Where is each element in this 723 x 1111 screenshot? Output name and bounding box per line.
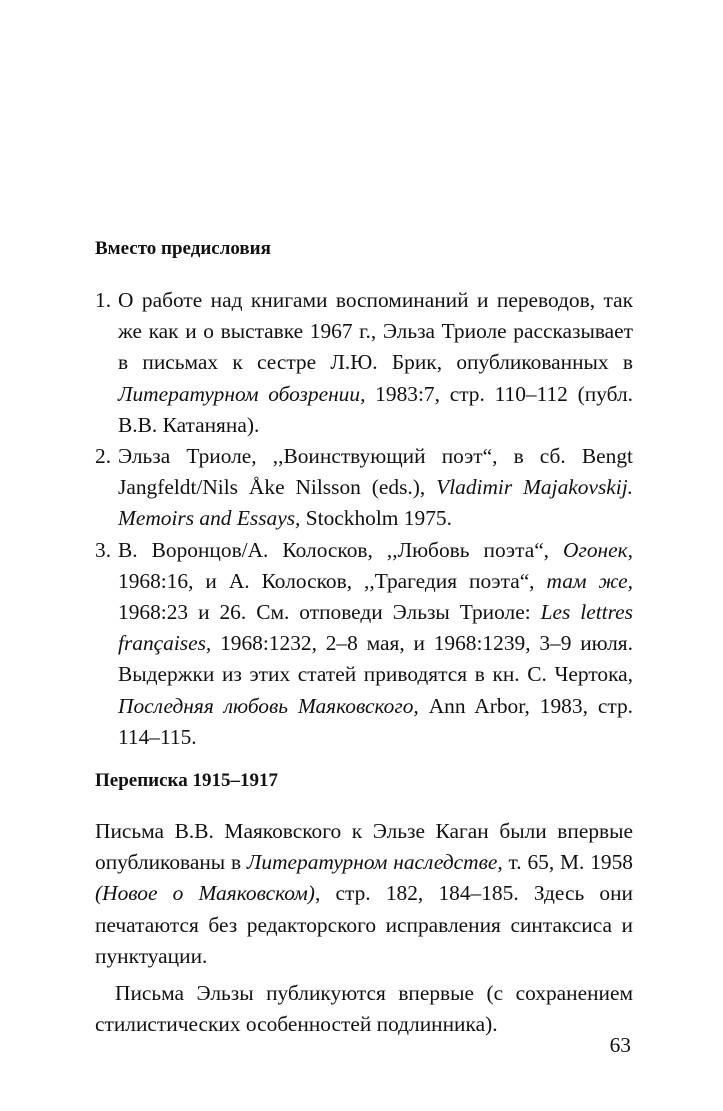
note-item: [95, 285, 633, 441]
note-source-title: Vladimir Majakovskij. Memoirs and Essays,: [118, 475, 633, 531]
note-text: 1968:16, и А. Колосков, ,,Трагедия поэта“,: [118, 568, 547, 593]
note-text: Stockholm 1975.: [300, 506, 452, 531]
note-number: 2.: [95, 444, 112, 469]
source-title: (Новое о Маяковском): [95, 881, 315, 906]
paragraph: Письма Эльзы публикуются впервые (с сохранением стилистических особенностей подлинника).: [95, 981, 633, 1037]
paragraph-text: Письма В.В. Маяковского к Эльзе Каган были впервые опубликованы в: [95, 819, 633, 875]
paragraph-text: , стр. 182, 184–185. Здесь они печатаются без редакторского исправления синтаксиса и пунктуации.: [95, 881, 633, 968]
note-text: О работе над книгами воспоминаний и переводов, так же как и о выставке 1967 г., Эльза Триоле рассказывает в письмах к сестре Л.Ю. Брик, опубликованных в: [118, 288, 633, 375]
section-heading-correspondence: Переписка 1915–1917: [95, 770, 278, 791]
note-text: 1968:23 и 26. См. отповеди Эльзы Триоле:: [118, 600, 541, 625]
note-number: 1.: [95, 288, 112, 312]
note-number: 3.: [95, 537, 112, 562]
note-source-title: Последняя любовь Маяковского,: [118, 693, 419, 718]
note-source-title: Les lettres françaises,: [118, 600, 633, 656]
section-heading-preface: Вместо предисловия: [95, 238, 271, 259]
correspondence-text: [95, 816, 633, 1040]
page-number: 63: [609, 1033, 631, 1057]
paragraph-text: т. 65, М. 1958: [502, 850, 633, 875]
note-text: В. Воронцов/А. Колосков, ,,Любовь поэта“,: [118, 537, 564, 562]
note-text: 1983:7, стр. 110–112 (публ. В.В. Катаняна).: [118, 381, 633, 437]
note-source-title: там же,: [546, 568, 633, 593]
note-item: [95, 535, 633, 753]
note-text: Ann Arbor, 1983, стр. 114–115.: [118, 693, 633, 749]
paragraph: [95, 816, 633, 972]
notes-list: [95, 285, 633, 753]
source-title: Литературном наследстве,: [246, 850, 503, 875]
note-item: [95, 441, 633, 535]
note-text: Эльза Триоле, ,,Воинствующий поэт“, в сб. Bengt Jangfeldt/Nils Åke Nilsson (eds.),: [118, 444, 633, 500]
note-source-title: Литературном обозрении,: [118, 381, 366, 406]
note-text: 1968:1232, 2–8 мая, и 1968:1239, 3–9 июля. Выдержки из этих статей приводятся в кн. С. Чертока,: [118, 631, 633, 687]
note-source-title: Огонек,: [563, 537, 633, 562]
